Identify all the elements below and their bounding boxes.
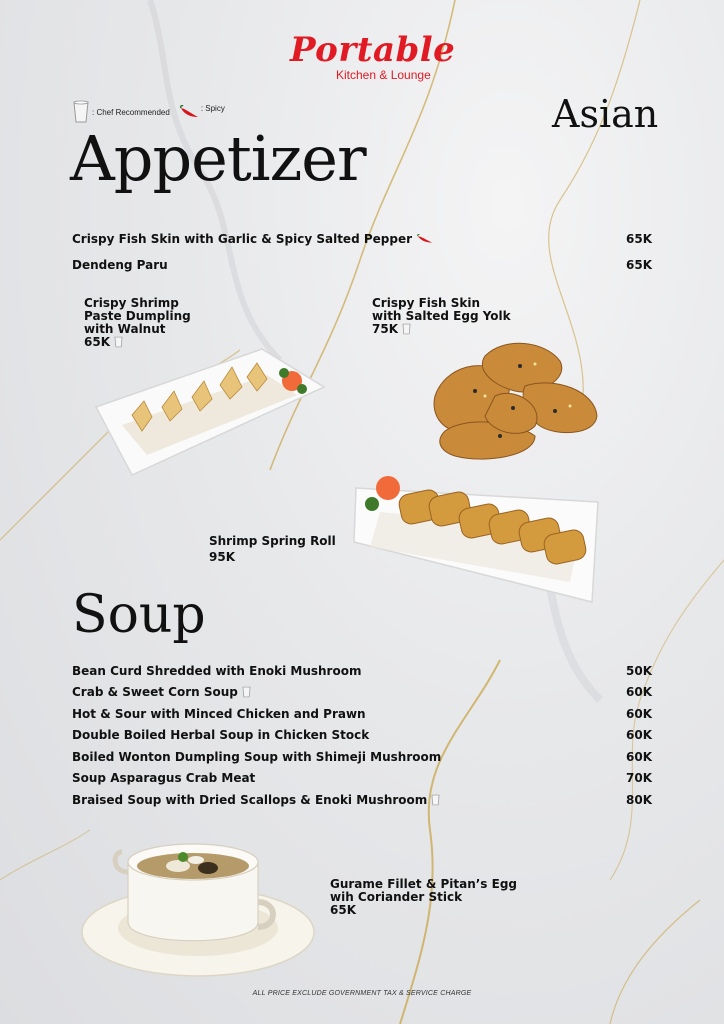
spicy-icon xyxy=(178,105,200,119)
menu-item-price: 60K xyxy=(626,685,652,699)
featured-dish-label: Crispy Shrimp Paste Dumpling with Walnut 65K xyxy=(84,296,191,349)
spring-roll-photo xyxy=(350,462,606,604)
menu-item-name: Soup Asparagus Crab Meat xyxy=(72,771,256,785)
chef-recommended-label: : Chef Recommended xyxy=(92,107,170,117)
featured-dish-label: Shrimp Spring Roll 95K xyxy=(209,534,336,564)
menu-item-name: Crispy Fish Skin with Garlic & Spicy Salted Pepper xyxy=(72,232,434,246)
menu-item-name: Bean Curd Shredded with Enoki Mushroom xyxy=(72,664,362,678)
brand-logo: Portable xyxy=(290,30,456,70)
featured-dish-price: 75K xyxy=(372,322,398,336)
menu-item-name: Crab & Sweet Corn Soup xyxy=(72,685,251,699)
chef-recommended-icon xyxy=(402,323,411,335)
featured-dish-price: 65K xyxy=(84,335,110,349)
menu-item-price: 80K xyxy=(626,793,652,807)
spicy-icon xyxy=(416,234,434,244)
menu-item-name: Hot & Sour with Minced Chicken and Prawn xyxy=(72,707,366,721)
shrimp-dumpling-photo xyxy=(92,345,328,480)
cuisine-title: Asian xyxy=(552,92,659,136)
menu-item-price: 65K xyxy=(626,258,652,272)
legend xyxy=(72,100,225,124)
appetizer-title: Appetizer xyxy=(70,122,366,195)
featured-dish-label: Crispy Fish Skin with Salted Egg Yolk 75K xyxy=(372,296,511,336)
chef-recommended-icon xyxy=(72,100,90,124)
menu-item-price: 60K xyxy=(626,728,652,742)
featured-dish-price: 95K xyxy=(209,550,235,564)
featured-dish-price: 65K xyxy=(330,903,356,917)
brand-tagline: Kitchen & Lounge xyxy=(336,68,431,82)
gurame-soup-photo xyxy=(78,832,318,982)
menu-item-name: Boiled Wonton Dumpling Soup with Shimeji Mushroom xyxy=(72,750,442,764)
fish-skin-photo xyxy=(425,336,605,464)
menu-item-price: 70K xyxy=(626,771,652,785)
soup-title: Soup xyxy=(72,585,206,645)
menu-item-name: Dendeng Paru xyxy=(72,258,168,272)
menu-item-name: Double Boiled Herbal Soup in Chicken Stock xyxy=(72,728,370,742)
chef-recommended-icon xyxy=(242,686,251,698)
menu-item-price: 60K xyxy=(626,750,652,764)
menu-item-price: 65K xyxy=(626,232,652,246)
footer-note: ALL PRICE EXCLUDE GOVERNMENT TAX & SERVICE CHARGE xyxy=(252,990,472,997)
chef-recommended-icon xyxy=(431,794,440,806)
menu-item-price: 50K xyxy=(626,664,652,678)
menu-item-name: Braised Soup with Dried Scallops & Enoki Mushroom xyxy=(72,793,440,807)
menu-item-price: 60K xyxy=(626,707,652,721)
spicy-label: : Spicy xyxy=(200,103,225,113)
featured-dish-label: Gurame Fillet & Pitan’s Egg wih Coriander Stick 65K xyxy=(330,877,518,917)
